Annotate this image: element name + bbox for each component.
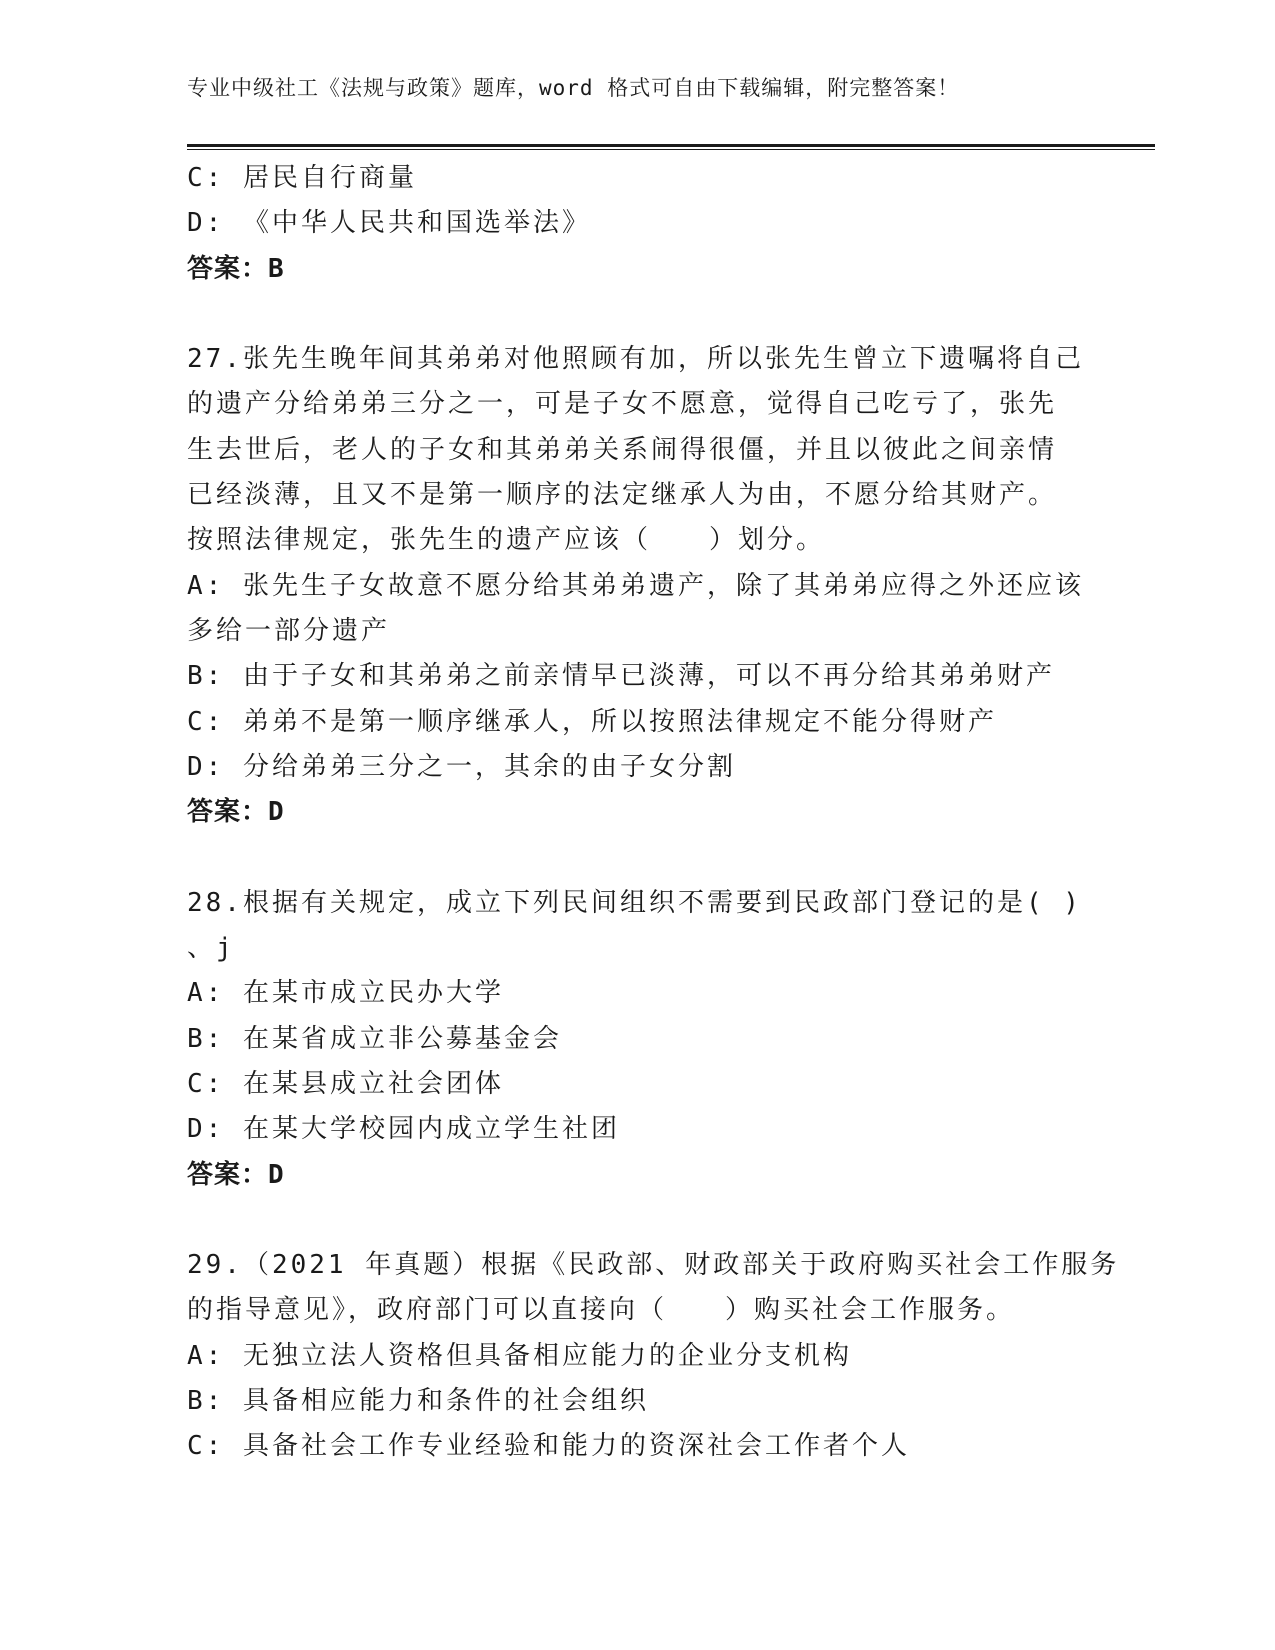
option-a-continued: 多给一部分遗产 bbox=[187, 615, 391, 646]
spacer bbox=[187, 292, 1087, 337]
option-b: B: 具备相应能力和条件的社会组织 bbox=[187, 1386, 649, 1417]
answer: 答案：D bbox=[187, 1159, 285, 1190]
option-d: D: 分给弟弟三分之一，其余的由子女分割 bbox=[187, 751, 736, 782]
answer: 答案：D bbox=[187, 797, 285, 828]
question-stem-line: 生去世后，老人的子女和其弟弟关系闹得很僵，并且以彼此之间亲情 bbox=[187, 434, 1058, 465]
header-rule-thick bbox=[187, 144, 1155, 147]
option-d: D: 《中华人民共和国选举法》 bbox=[187, 208, 591, 239]
question-content bbox=[187, 156, 1120, 1470]
option-b: B: 由于子女和其弟弟之前亲情早已淡薄，可以不再分给其弟弟财产 bbox=[187, 661, 1055, 692]
question-stem-line: 的遗产分给弟弟三分之一，可是子女不愿意，觉得自己吃亏了，张先 bbox=[187, 389, 1058, 420]
option-a: A: 无独立法人资格但具备相应能力的企业分支机构 bbox=[187, 1340, 852, 1371]
spacer bbox=[187, 835, 1087, 880]
option-a: A: 在某市成立民办大学 bbox=[187, 978, 504, 1009]
option-d: D: 在某大学校园内成立学生社团 bbox=[187, 1114, 620, 1145]
question-stem-line: 27.张先生晚年间其弟弟对他照顾有加，所以张先生曾立下遗嘱将自己 bbox=[187, 344, 1084, 375]
question-stem-line: 已经淡薄，且又不是第一顺序的法定继承人为由，不愿分给其财产。 bbox=[187, 480, 1058, 511]
question-stem-line: 按照法律规定，张先生的遗产应该（ ）划分。 bbox=[187, 525, 826, 556]
option-b: B: 在某省成立非公募基金会 bbox=[187, 1023, 562, 1054]
option-c: C: 在某县成立社会团体 bbox=[187, 1068, 504, 1099]
option-c: C: 具备社会工作专业经验和能力的资深社会工作者个人 bbox=[187, 1431, 910, 1462]
answer: 答案：B bbox=[187, 253, 285, 284]
page-header: 专业中级社工《法规与政策》题库，word 格式可自由下载编辑，附完整答案！ bbox=[187, 76, 960, 100]
option-c: C: 居民自行商量 bbox=[187, 163, 417, 193]
spacer bbox=[187, 1198, 1087, 1243]
header-rule-thin bbox=[187, 149, 1155, 150]
question-stem-line: 的指导意见》，政府部门可以直接向（ ）购买社会工作服务。 bbox=[187, 1295, 1016, 1326]
question-stem-line: 、j bbox=[187, 933, 235, 964]
option-c: C: 弟弟不是第一顺序继承人，所以按照法律规定不能分得财产 bbox=[187, 706, 997, 737]
question-stem-line: 29.（2021 年真题）根据《民政部、财政部关于政府购买社会工作服务 bbox=[187, 1250, 1120, 1281]
option-a: A: 张先生子女故意不愿分给其弟弟遗产，除了其弟弟应得之外还应该 bbox=[187, 570, 1084, 601]
question-stem-line: 28.根据有关规定，成立下列民间组织不需要到民政部门登记的是( ) bbox=[187, 887, 1082, 918]
